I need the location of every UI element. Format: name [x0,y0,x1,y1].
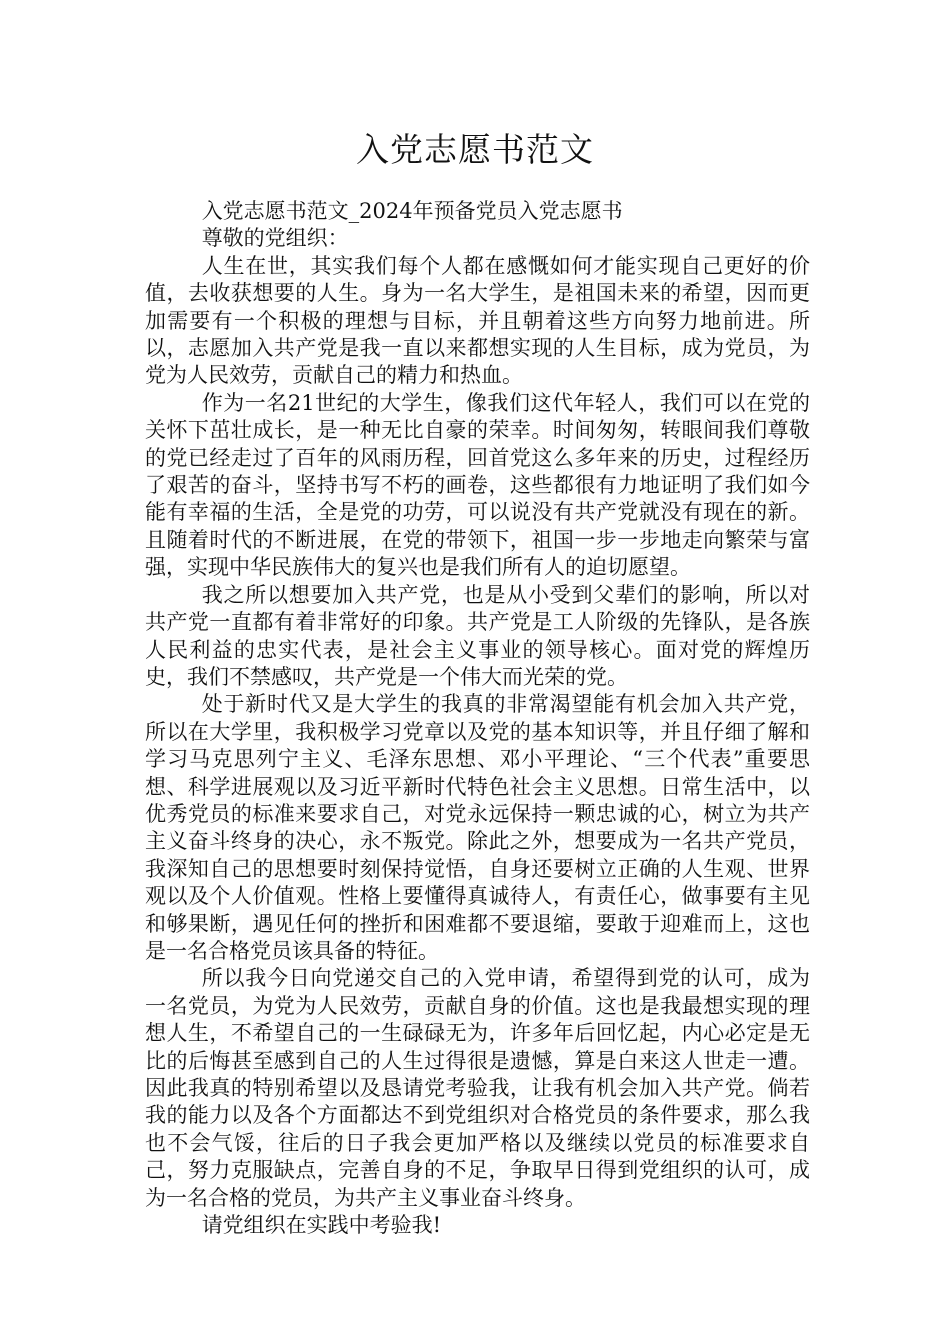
document-body [145,198,810,1239]
document-title: 入党志愿书范文 [356,130,594,169]
body-paragraph: 所以我今日向党递交自己的入党申请，希望得到党的认可，成为一名党员，为党为人民效劳，贡献自身的价值。这也是我最想实现的理想人生，不希望自己的一生碌碌无为，许多年后回忆起，内心必定是无比的后悔甚至感到自己的人生过得很是遗憾，算是白来这人世走一遭。因此我真的特别希望以及恳请党考验我，让我有机会加入共产党。倘若我的能力以及各个方面都达不到党组织对合格党员的条件要求，那么我也不会气馁，往后的日子我会更加严格以及继续以党员的标准要求自己，努力克服缺点，完善自身的不足，争取早日得到党组织的认可，成为一名合格的党员，为共产主义事业奋斗终身。 [145,966,810,1210]
body-paragraph: 处于新时代又是大学生的我真的非常渴望能有机会加入共产党，所以在大学里，我积极学习党章以及党的基本知识等，并且仔细了解和学习马克思列宁主义、毛泽东思想、邓小平理论、“三个代表”重要思想、科学进展观以及习近平新时代特色社会主义思想。日常生活中，以优秀党员的标准来要求自己，对党永远保持一颗忠诚的心，树立为共产主义奋斗终身的决心，永不叛党。除此之外，想要成为一名共产党员，我深知自己的思想要时刻保持觉悟，自身还要树立正确的人生观、世界观以及个人价值观。性格上要懂得真诚待人，有责任心，做事要有主见和够果断，遇见任何的挫折和困难都不要退缩，要敢于迎难而上，这也是一名合格党员该具备的特征。 [145,692,810,963]
salutation: 尊敬的党组织： [201,226,349,251]
closing-line: 请党组织在实践中考验我! [201,1213,442,1238]
document-subtitle: 入党志愿书范文_2024年预备党员入党志愿书 [201,199,623,223]
body-paragraph: 我之所以想要加入共产党，也是从小受到父辈们的影响，所以对共产党一直都有着非常好的印象。共产党是工人阶级的先锋队，是各族人民利益的忠实代表，是社会主义事业的领导核心。面对党的辉煌历史，我们不禁感叹，共产党是一个伟大而光荣的党。 [145,582,810,689]
body-paragraph: 人生在世，其实我们每个人都在感慨如何才能实现自己更好的价值，去收获想要的人生。身为一名大学生，是祖国未来的希望，因而更加需要有一个积极的理想与目标，并且朝着这些方向努力地前进。所以，志愿加入共产党是我一直以来都想实现的人生目标，成为党员，为党为人民效劳，贡献自己的精力和热血。 [145,253,810,388]
body-paragraph: 作为一名21世纪的大学生，像我们这代年轻人，我们可以在党的关怀下茁壮成长，是一种无比自豪的荣幸。时间匆匆，转眼间我们尊敬的党已经走过了百年的风雨历程，回首党这么多年来的历史，过程经历了艰苦的奋斗，坚持书写不朽的画卷，这些都很有力地证明了我们如今能有幸福的生活，全是党的功劳，可以说没有共产党就没有现在的新。且随着时代的不断进展，在党的带领下，祖国一步一步地走向繁荣与富强，实现中华民族伟大的复兴也是我们所有人的迫切愿望。 [145,390,810,580]
